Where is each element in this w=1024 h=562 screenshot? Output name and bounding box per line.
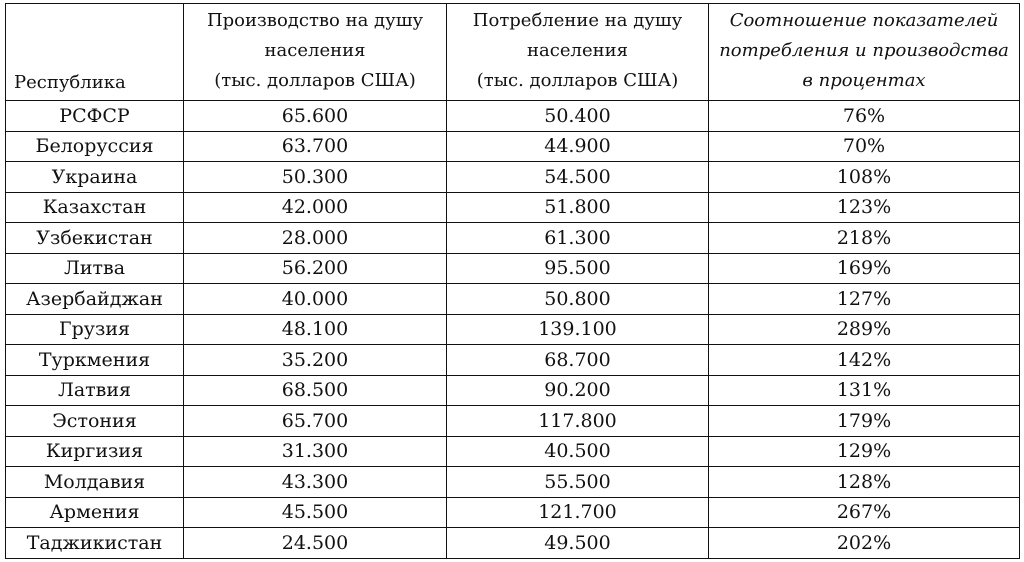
cell-production: 42.000 bbox=[184, 192, 447, 223]
header-production bbox=[184, 4, 447, 101]
cell-production: 56.200 bbox=[184, 253, 447, 284]
cell-consumption: 61.300 bbox=[447, 223, 709, 254]
cell-production: 24.500 bbox=[184, 528, 447, 559]
table-row bbox=[6, 497, 1020, 528]
cell-production: 43.300 bbox=[184, 467, 447, 498]
table-row bbox=[6, 406, 1020, 437]
cell-consumption: 44.900 bbox=[447, 131, 709, 162]
table-row bbox=[6, 314, 1020, 345]
cell-republic: Украина bbox=[6, 162, 184, 193]
table-row bbox=[6, 101, 1020, 132]
cell-ratio: 129% bbox=[709, 436, 1020, 467]
table-row bbox=[6, 131, 1020, 162]
header-production-line-1: Производство на душу bbox=[206, 10, 424, 31]
cell-ratio: 131% bbox=[709, 375, 1020, 406]
cell-production: 48.100 bbox=[184, 314, 447, 345]
table-row bbox=[6, 528, 1020, 559]
cell-production: 63.700 bbox=[184, 131, 447, 162]
table-row bbox=[6, 284, 1020, 315]
table-row bbox=[6, 467, 1020, 498]
cell-republic: Киргизия bbox=[6, 436, 184, 467]
cell-ratio: 76% bbox=[709, 101, 1020, 132]
cell-production: 65.600 bbox=[184, 101, 447, 132]
cell-consumption: 121.700 bbox=[447, 497, 709, 528]
cell-republic: Эстония bbox=[6, 406, 184, 437]
cell-production: 45.500 bbox=[184, 497, 447, 528]
cell-republic: РСФСР bbox=[6, 101, 184, 132]
cell-republic: Молдавия bbox=[6, 467, 184, 498]
header-consumption-line-1: Потребление на душу bbox=[472, 10, 683, 31]
cell-production: 65.700 bbox=[184, 406, 447, 437]
cell-republic: Литва bbox=[6, 253, 184, 284]
cell-consumption: 90.200 bbox=[447, 375, 709, 406]
header-ratio-line-1: Соотношение показателей bbox=[729, 10, 999, 31]
cell-republic: Таджикистан bbox=[6, 528, 184, 559]
header-ratio bbox=[709, 4, 1020, 101]
cell-republic: Азербайджан bbox=[6, 284, 184, 315]
cell-production: 28.000 bbox=[184, 223, 447, 254]
cell-consumption: 55.500 bbox=[447, 467, 709, 498]
header-consumption-line-3: (тыс. долларов США) bbox=[476, 70, 679, 91]
cell-consumption: 51.800 bbox=[447, 192, 709, 223]
cell-republic: Латвия bbox=[6, 375, 184, 406]
table-row bbox=[6, 192, 1020, 223]
table-row bbox=[6, 253, 1020, 284]
header-republic: Республика bbox=[6, 4, 184, 101]
cell-production: 50.300 bbox=[184, 162, 447, 193]
table-row bbox=[6, 375, 1020, 406]
header-row bbox=[6, 4, 1020, 101]
header-ratio-line-2: потребления и производства bbox=[719, 40, 1009, 61]
cell-consumption: 54.500 bbox=[447, 162, 709, 193]
cell-ratio: 179% bbox=[709, 406, 1020, 437]
cell-republic: Узбекистан bbox=[6, 223, 184, 254]
cell-republic: Армения bbox=[6, 497, 184, 528]
table-header bbox=[6, 4, 1020, 101]
cell-republic: Белоруссия bbox=[6, 131, 184, 162]
table-body bbox=[6, 101, 1020, 559]
cell-republic: Туркмения bbox=[6, 345, 184, 376]
cell-ratio: 218% bbox=[709, 223, 1020, 254]
header-consumption bbox=[447, 4, 709, 101]
header-production-line-2: населения bbox=[264, 40, 366, 61]
cell-production: 31.300 bbox=[184, 436, 447, 467]
header-production-line-3: (тыс. долларов США) bbox=[214, 70, 416, 91]
header-ratio-line-3: в процентах bbox=[802, 70, 926, 91]
cell-ratio: 128% bbox=[709, 467, 1020, 498]
table-row bbox=[6, 345, 1020, 376]
cell-republic: Грузия bbox=[6, 314, 184, 345]
cell-ratio: 108% bbox=[709, 162, 1020, 193]
table-row bbox=[6, 162, 1020, 193]
cell-ratio: 127% bbox=[709, 284, 1020, 315]
cell-ratio: 202% bbox=[709, 528, 1020, 559]
cell-ratio: 142% bbox=[709, 345, 1020, 376]
cell-production: 35.200 bbox=[184, 345, 447, 376]
republics-table bbox=[5, 3, 1020, 559]
cell-ratio: 123% bbox=[709, 192, 1020, 223]
cell-production: 40.000 bbox=[184, 284, 447, 315]
cell-consumption: 68.700 bbox=[447, 345, 709, 376]
cell-consumption: 40.500 bbox=[447, 436, 709, 467]
table-row bbox=[6, 223, 1020, 254]
cell-ratio: 289% bbox=[709, 314, 1020, 345]
cell-ratio: 169% bbox=[709, 253, 1020, 284]
table-container bbox=[5, 3, 1019, 559]
cell-consumption: 50.400 bbox=[447, 101, 709, 132]
cell-consumption: 50.800 bbox=[447, 284, 709, 315]
cell-consumption: 117.800 bbox=[447, 406, 709, 437]
cell-consumption: 139.100 bbox=[447, 314, 709, 345]
table-row bbox=[6, 436, 1020, 467]
header-consumption-line-2: населения bbox=[527, 40, 628, 61]
cell-republic: Казахстан bbox=[6, 192, 184, 223]
cell-ratio: 267% bbox=[709, 497, 1020, 528]
cell-production: 68.500 bbox=[184, 375, 447, 406]
cell-consumption: 95.500 bbox=[447, 253, 709, 284]
cell-ratio: 70% bbox=[709, 131, 1020, 162]
cell-consumption: 49.500 bbox=[447, 528, 709, 559]
